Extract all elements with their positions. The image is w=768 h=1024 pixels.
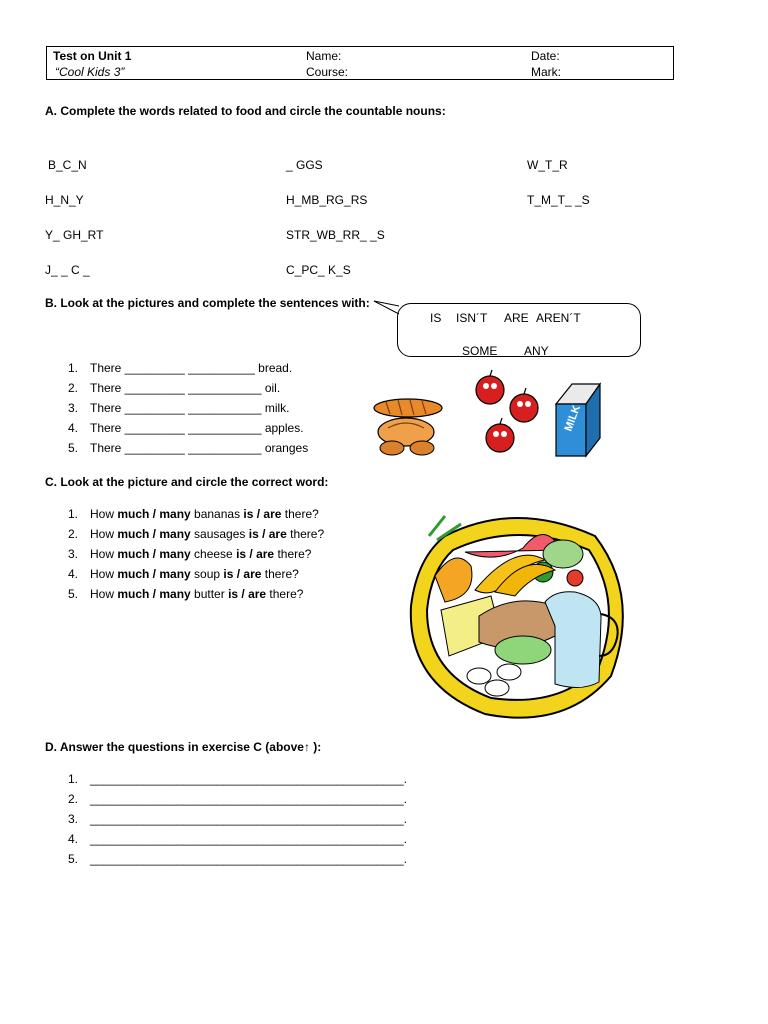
milk-carton-illustration [550,376,606,460]
word-item: H_MB_RG_RS [286,193,368,207]
mark-label: Mark: [531,65,561,79]
food-plate-illustration [405,506,629,720]
word-item: B_C_N [48,158,87,172]
apples-illustration [470,368,546,462]
word-item: STR_WB_RR_ _S [286,228,385,242]
bread-illustration [370,388,446,460]
section-c-instruction: C. Look at the picture and circle the correct word: [45,475,329,489]
word-item: _ GGS [286,158,323,172]
bubble-word: SOME [462,344,498,358]
word-item: Y_ GH_RT [45,228,104,242]
word-bank-bubble [397,303,641,357]
milk-label: MILK [562,403,584,434]
arrow-up-icon: ↑ [303,740,310,754]
section-a-instruction: A. Complete the words related to food and circle the countable nouns: [45,104,446,118]
word-item: T_M_T_ _S [527,193,590,207]
course-label: Course: [306,65,349,79]
bubble-word: ISN´T [456,311,488,325]
header-box [46,46,674,80]
section-d-instruction: D. Answer the questions in exercise C (above↑ ): [45,740,322,754]
test-title: Test on Unit 1 [53,49,132,63]
word-item: W_T_R [527,158,568,172]
bubble-word: ARE [504,311,529,325]
bubble-word: ANY [524,344,549,358]
word-item: H_N_Y [45,193,84,207]
word-item: J_ _ C _ [45,263,90,277]
name-label: Name: [306,49,342,63]
bubble-word: IS [430,311,442,325]
bubble-word: AREN´T [536,311,581,325]
date-label: Date: [531,49,560,63]
word-item: C_PC_ K_S [286,263,351,277]
book-title: “Cool Kids 3” [55,65,125,79]
section-b-instruction: B. Look at the pictures and complete the sentences with: [45,296,370,310]
